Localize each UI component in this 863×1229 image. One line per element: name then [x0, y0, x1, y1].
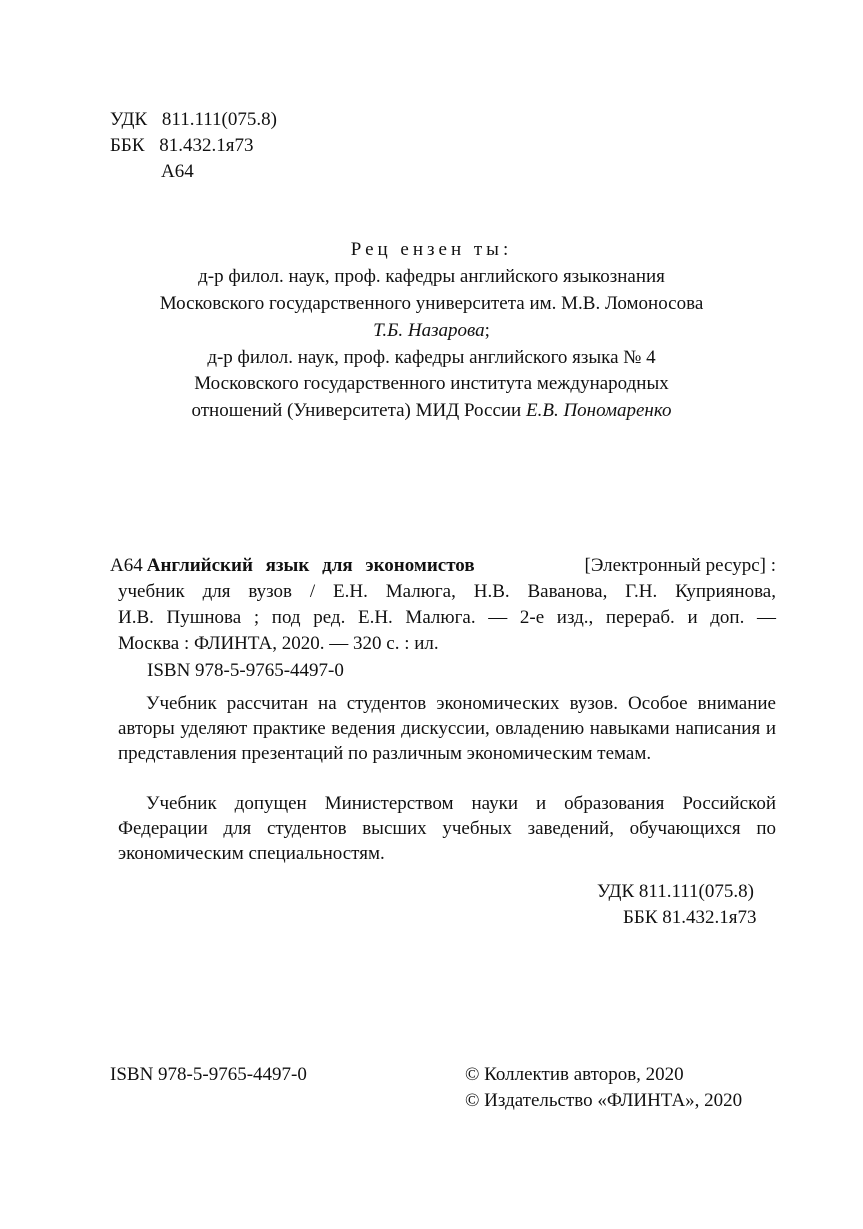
reviewer1-line1: д-р филол. наук, проф. кафедры английского языкознания — [198, 266, 665, 287]
bbk-label: ББК — [110, 135, 145, 156]
udk-label: УДК — [110, 109, 148, 130]
catalog-mark: А64 — [110, 555, 143, 576]
bbk-code: ББК 81.432.1я73 — [623, 907, 757, 928]
catalog-line4: Москва : ФЛИНТА, 2020. — 320 с. : ил. — [118, 633, 439, 654]
reviewer2-org: отношений (Университета) МИД России — [191, 400, 526, 421]
reviewer1-name: Т.Б. Назарова — [373, 320, 485, 341]
catalog-line3: И.В. Пушнова ; под ред. Е.Н. Малюга. — 2-е изд., перераб. и доп. — — [118, 607, 776, 628]
bbk-header — [110, 134, 254, 158]
reviewer2-line1: д-р филол. наук, проф. кафедры английского языка № 4 — [207, 347, 656, 368]
udk-value: 811.111(075.8) — [161, 109, 277, 130]
book-title: Английский язык для экономистов — [146, 555, 475, 576]
udk-header — [110, 108, 277, 132]
bbk-value: 81.432.1я73 — [159, 135, 254, 156]
annotation-para2: Учебник допущен Министерством науки и образования Российской Федерации для студентов высших учебных заведений, обучающихся по экономическим специальностям. — [118, 793, 776, 864]
reviewer2-line2: Московского государственного института международных — [194, 373, 669, 394]
copyright-authors: © Коллектив авторов, 2020 — [465, 1064, 684, 1085]
author-mark: А64 — [161, 161, 194, 182]
reviewer1-separator: ; — [484, 320, 490, 341]
reviewer1-name-line — [0, 317, 863, 344]
udk-code: УДК 811.111(075.8) — [597, 881, 754, 902]
resource-type: [Электронный ресурс] : — [584, 555, 776, 576]
reviewer2-name: Е.В. Пономаренко — [525, 400, 672, 421]
catalog-isbn: ISBN 978-5-9765-4497-0 — [147, 660, 344, 681]
catalog-line1 — [110, 554, 776, 578]
reviewer2-line3 — [0, 397, 863, 424]
footer-isbn: ISBN 978-5-9765-4497-0 — [110, 1064, 307, 1085]
annotation-para1: Учебник рассчитан на студентов экономических вузов. Особое внимание авторы уделяют практике ведения дискуссии, овладению навыками написания и представления презентаций по различным экономическим темам. — [118, 693, 776, 764]
catalog-head — [110, 554, 475, 578]
reviewer1-line2: Московского государственного университета им. М.В. Ломоносова — [159, 293, 704, 314]
catalog-line2: учебник для вузов / Е.Н. Малюга, Н.В. Ваванова, Г.Н. Куприянова, — [118, 581, 776, 602]
reviewers-heading: Рец ензен ты: — [350, 239, 513, 260]
copyright-publisher: © Издательство «ФЛИНТА», 2020 — [465, 1090, 743, 1111]
